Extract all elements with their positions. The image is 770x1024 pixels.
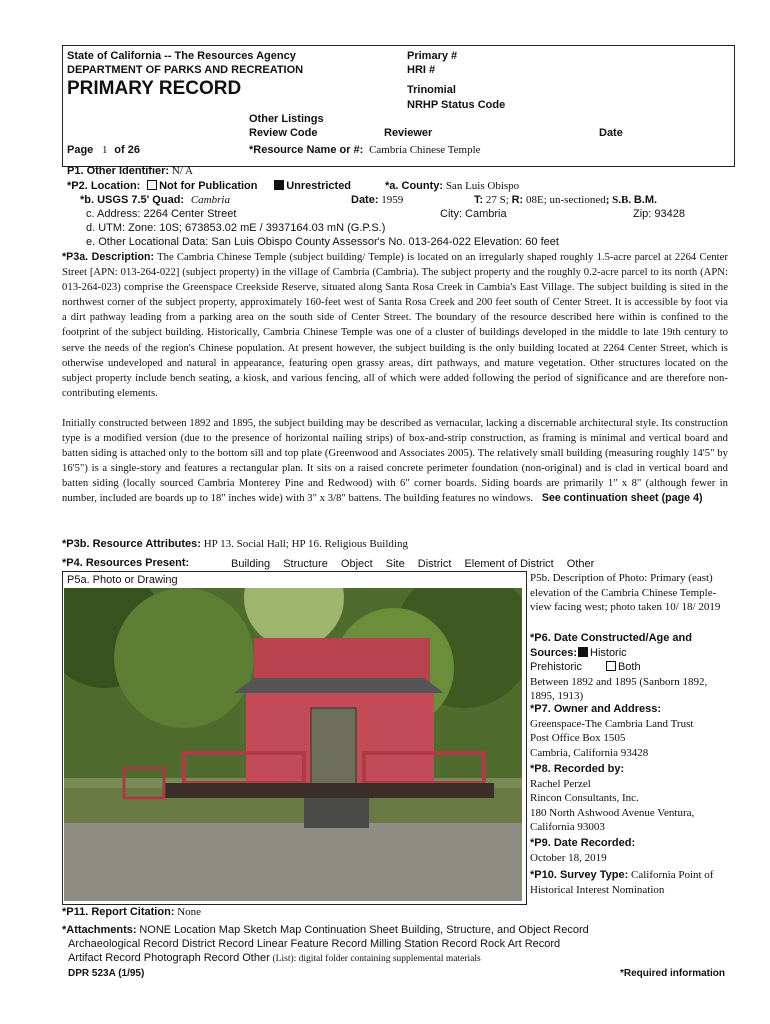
attachments-other-list: (List): digital folder containing supplemental materials: [272, 954, 481, 964]
p10-value: California Point of Historical Interest Nomination: [530, 869, 714, 896]
owner-city: Cambria, California 93428: [530, 746, 649, 759]
review-code-label: Review Code: [249, 127, 318, 139]
trinomial-label: Trinomial: [407, 84, 456, 96]
p7-owner: [530, 702, 730, 760]
p5a-label: P5a. Photo or Drawing: [67, 574, 178, 586]
p3a-paragraph-2: Initially constructed between 1892 and 1895, the subject building may be described as vernacular, lacking a discernable architectural style. Its construction type is a modified version (due to the presence of horizontal nailing strips) of box-and-strip construction, as framing is minimal and vertical board and batten siding is attached only to the bottom sill and top plate (Greenwood and Associates 2005). The relatively small building (measuring roughly 14'5" by 16'5") is a single-story and features a rectangular plan. It sits on a raised concrete perimeter foundation (non-original) and is clad in vertical board and batten siding (locally sourced Cambria Monterey Pine and Redwood) with 6" corner boards. Siding boards are primarily 1" x 8" (although fewer in number, included are boards up to 18" inches wide) with 3" x 3/8" battens. The building features no windows.: [62, 418, 728, 505]
form-title: PRIMARY RECORD: [67, 78, 242, 99]
p2-utm: d. UTM: Zone: 10S; 673853.02 mE / 3937164.03 mN (G.P.S.): [86, 222, 386, 234]
p2-zip: Zip: 93428: [633, 208, 685, 220]
resource-name-label: *Resource Name or #:: [249, 144, 364, 156]
p8-label: *P8. Recorded by:: [530, 763, 625, 775]
nrhp-label: NRHP Status Code: [407, 99, 506, 111]
p4-option-structure[interactable]: Structure: [283, 558, 328, 570]
hri-label: HRI #: [407, 64, 436, 76]
p5b-label: P5b. Description of Photo:: [530, 572, 648, 584]
p4-option-element-of-district[interactable]: Element of District: [464, 558, 554, 570]
attachments-line-1: [62, 924, 589, 936]
township-value: 27 S;: [485, 194, 509, 206]
sb-label: ; S.B.: [605, 194, 632, 206]
p4-label: *P4. Resources Present:: [62, 557, 190, 569]
county-label: *a. County:: [385, 180, 444, 192]
p11-report-citation: [62, 906, 201, 918]
p3b-label: *P3b. Resource Attributes:: [62, 538, 201, 550]
p1-label: P1. Other Identifier:: [67, 165, 170, 177]
see-label: See: [541, 492, 561, 505]
other-listings-label: Other Listings: [249, 113, 324, 125]
primary-label: Primary #: [407, 50, 458, 62]
bm-label: B.M.: [633, 194, 658, 206]
agency-name: State of California -- The Resources Agency: [67, 50, 296, 62]
attachments-line-2[interactable]: Archaeological Record District Record Linear Feature Record Milling Station Record Rock Art Record: [68, 938, 561, 950]
range-value: 08E; un-sectioned: [525, 194, 606, 206]
p4-option-object[interactable]: Object: [340, 558, 373, 570]
township-label: T:: [474, 194, 484, 206]
recorder-address: 180 North Ashwood Avenue Ventura, California 93003: [530, 806, 695, 833]
county-value: San Luis Obispo: [445, 180, 520, 192]
resource-name: [249, 144, 481, 156]
attachments-line-3: [68, 952, 481, 964]
form-number: DPR 523A (1/95): [68, 968, 145, 979]
p6-label: *P6. Date Constructed/Age and Sources:: [530, 632, 692, 659]
both-checkbox[interactable]: [606, 661, 616, 671]
p2-address: c. Address: 2264 Center Street: [86, 208, 237, 220]
resource-name-value: Cambria Chinese Temple: [369, 144, 481, 156]
historic-label: Historic: [590, 646, 627, 659]
reviewer-label: Reviewer: [384, 127, 433, 139]
p4-option-district[interactable]: District: [417, 558, 452, 570]
p5b-value: Primary (east) elevation of the Cambria Chinese Temple-view facing west; photo taken 10/ 18/ 2019: [530, 572, 721, 613]
p4-options: [231, 558, 594, 570]
owner-po-box: Post Office Box 1505: [530, 732, 626, 744]
usgs-quad-value: Cambria: [190, 194, 230, 206]
attachments-options-3[interactable]: Artifact Record Photograph Record Other: [68, 952, 270, 964]
p3b-value: HP 13. Social Hall; HP 16. Religious Building: [203, 538, 408, 550]
p11-label: *P11. Report Citation:: [62, 906, 175, 918]
p10-label: *P10. Survey Type:: [530, 869, 629, 881]
p4-option-building[interactable]: Building: [231, 558, 271, 570]
p1-other-identifier: [67, 165, 193, 177]
p9-date-recorded: [530, 836, 730, 865]
p2-usgs: [80, 194, 230, 206]
p9-label: *P9. Date Recorded:: [530, 837, 636, 849]
page-label: Page: [67, 144, 94, 156]
p8-recorded-by: [530, 762, 730, 835]
department-name: DEPARTMENT OF PARKS AND RECREATION: [67, 64, 304, 76]
required-info-note: *Required information: [620, 968, 726, 979]
usgs-label: *b. USGS 7.5' Quad:: [80, 194, 185, 206]
range-label: R:: [511, 194, 524, 206]
temple-photo: [64, 588, 522, 901]
historic-checkbox[interactable]: [578, 647, 588, 657]
prehistoric-label: Prehistoric: [530, 661, 582, 673]
p3a-description-2: [62, 416, 728, 507]
attachments-options-1[interactable]: NONE Location Map Sketch Map Continuation Sheet Building, Structure, and Object Record: [139, 924, 589, 936]
continuation-sheet-link[interactable]: continuation sheet (page 4): [563, 492, 703, 505]
p2-location: [67, 180, 351, 192]
unrestricted-checkbox[interactable]: [274, 180, 284, 190]
p3a-label: *P3a. Description:: [62, 251, 155, 263]
owner-name: Greenspace-The Cambria Land Trust: [530, 717, 694, 730]
p2-city: City: Cambria: [440, 208, 507, 220]
usgs-date-label: Date:: [351, 194, 379, 206]
both-label: Both: [617, 661, 641, 673]
p2-county: [385, 180, 519, 192]
p5b-description: [530, 571, 730, 615]
page-number: 1: [102, 144, 108, 156]
p9-value: October 18, 2019: [530, 851, 607, 864]
not-for-publication-checkbox[interactable]: [147, 180, 157, 190]
p2-label: *P2. Location:: [67, 180, 141, 192]
p3a-description: [62, 250, 728, 401]
attachments-label: *Attachments:: [62, 924, 137, 936]
date-label: Date: [599, 127, 623, 139]
p1-value: N/ A: [171, 165, 193, 177]
page-indicator: [67, 144, 140, 156]
p6-date-constructed: [530, 631, 730, 704]
p3b-resource-attributes: [62, 538, 408, 550]
unrestricted-label: Unrestricted: [286, 180, 352, 192]
p4-option-other[interactable]: Other: [566, 558, 595, 570]
p2-township-range: [474, 194, 657, 206]
p2-date: [351, 194, 403, 206]
recorder-name: Rachel Perzel: [530, 777, 591, 790]
p2-other-locational: e. Other Locational Data: San Luis Obispo County Assessor's No. 013-264-022 Elevation: 60 feet: [86, 236, 559, 248]
p11-value: None: [177, 906, 202, 918]
p4-option-site[interactable]: Site: [385, 558, 405, 570]
p3a-paragraph-1: The Cambria Chinese Temple (subject building/ Temple) is located on an irregularly shaped roughly 1.5-acre parcel at 2264 Center Street [APN: 013-264-022] (subject property) in the village of Cambria (Cambria). The subject property and the roughly 0.2-acre parcel to its north (APN: 013-264-023) comprise the Greenspace Creekside Reserve, situated along Santa Rosa Creek in Cambia's East Village. The subject building is sited in the northwest corner of the subject property, approximately 160-feet west of Santa Rosa Creek and 200 feet south of Center Street. It is accessible by foot via a dirt pathway leading from a parking area on the south side of Center Street. The boundary of the resource described here within is confined to the footprint of the subject building. Historically, Cambria Chinese Temple was one of a cluster of buildings developed in the middle to late 19th century to serve the needs of the region's Chinese population. At present however, the subject building is the only building located at 2264 Center Street, which is otherwise undeveloped and natural in appearance, featuring open grassy areas, dirt pathways, and mature vegetation. Other structures located on the subject property include bench seating, a kiosk, and various fencing, all of which were added following the period of significance and are therefore non-contributing elements.: [62, 252, 728, 399]
recorder-company: Rincon Consultants, Inc.: [530, 792, 639, 804]
not-for-publication-label: Not for Publication: [159, 180, 258, 192]
page-total: of 26: [114, 144, 140, 156]
usgs-date-value: 1959: [381, 194, 404, 206]
p6-value: Between 1892 and 1895 (Sanborn 1892, 1895, 1913): [530, 675, 708, 702]
p7-label: *P7. Owner and Address:: [530, 703, 662, 715]
p10-survey-type: [530, 868, 730, 897]
